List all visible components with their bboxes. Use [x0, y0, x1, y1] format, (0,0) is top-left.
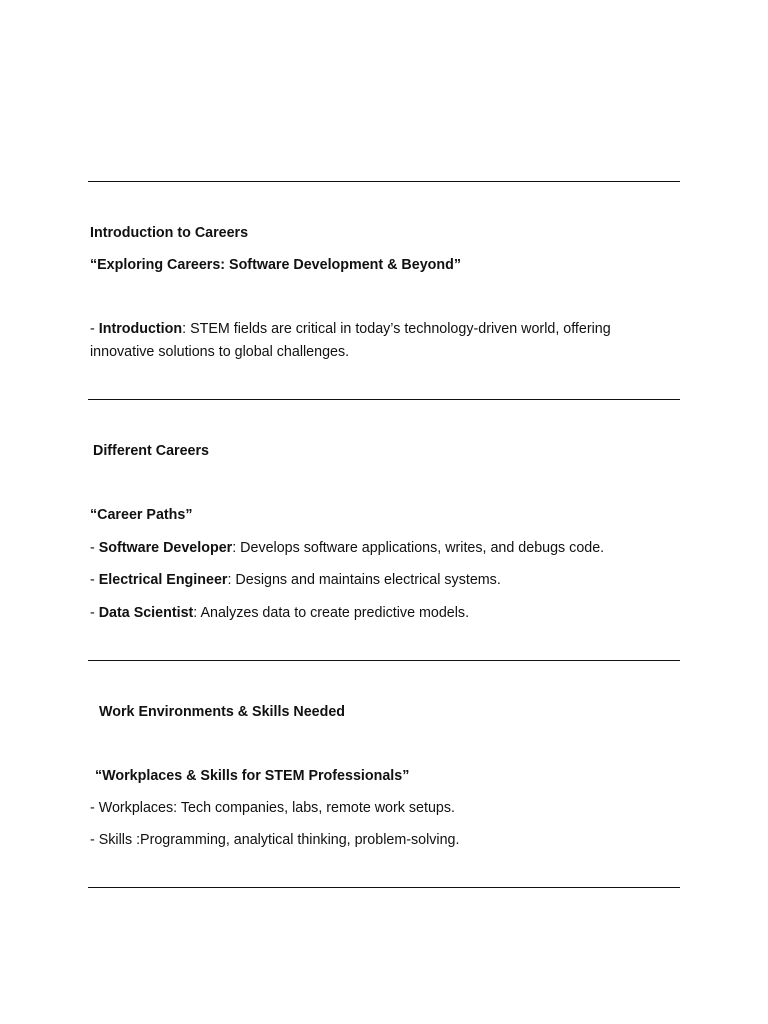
workplaces-line: - Workplaces: Tech companies, labs, remote work setups. [90, 800, 455, 816]
career-label: Data Scientist [98, 605, 194, 621]
skills-line: - Skills :Programming, analytical thinking, problem-solving. [90, 832, 460, 848]
section-subtitle-exploring-careers: “Exploring Careers: Software Development & Beyond” [90, 257, 462, 273]
bullet-dash: - [90, 605, 99, 621]
section-subtitle-career-paths: “Career Paths” [90, 507, 193, 523]
section-heading-work-environments: Work Environments & Skills Needed [99, 704, 346, 720]
career-label: Software Developer [98, 540, 233, 556]
divider-bottom [88, 887, 680, 888]
divider-1 [88, 399, 680, 400]
intro-text: : STEM fields are critical in today’s technology-driven world, offering innovative solutions to global challenges. [90, 321, 611, 360]
divider-2 [88, 660, 680, 661]
career-label: Electrical Engineer [98, 572, 228, 588]
section-subtitle-workplaces-skills: “Workplaces & Skills for STEM Professionals” [95, 768, 410, 784]
list-item [90, 537, 690, 560]
career-description: : Analyzes data to create predictive models. [193, 605, 470, 621]
bullet-dash: - [90, 572, 99, 588]
bullet-dash: - [90, 321, 99, 337]
list-item [90, 602, 690, 625]
section-heading-different-careers: Different Careers [93, 443, 210, 459]
bullet-dash: - [90, 540, 99, 556]
section-heading-introduction: Introduction to Careers [90, 225, 249, 241]
career-description: : Develops software applications, writes, and debugs code. [232, 540, 605, 556]
intro-paragraph [90, 318, 650, 364]
career-description: : Designs and maintains electrical systems. [227, 572, 501, 588]
divider-top [88, 181, 680, 182]
intro-label: Introduction [98, 321, 183, 337]
list-item [90, 569, 690, 592]
